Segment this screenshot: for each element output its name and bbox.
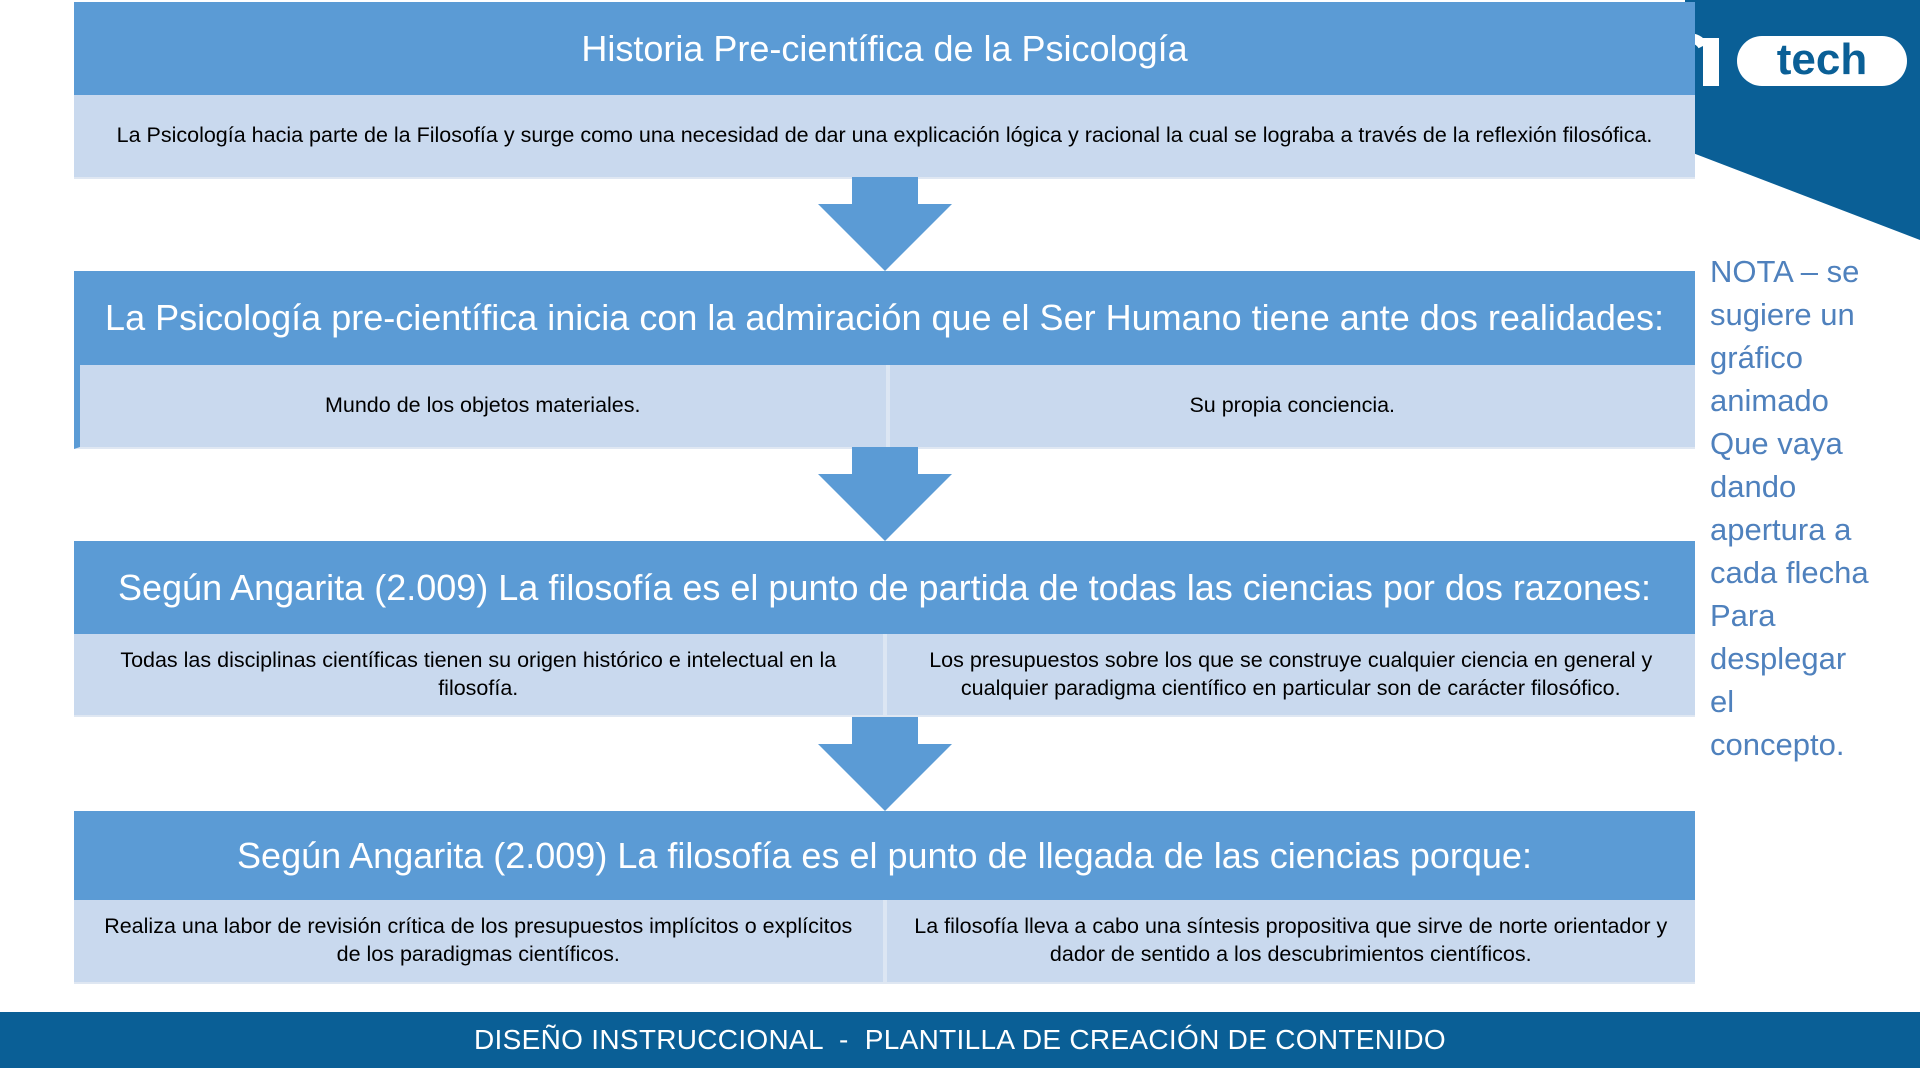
note-line: animado xyxy=(1710,383,1829,418)
step-4-cell-right: La filosofía lleva a cabo una síntesis propositiva que sirve de norte orientador y dador de sentido a los descubrimientos científicos. xyxy=(883,900,1696,982)
step-2-body xyxy=(74,365,1695,449)
arrow-down-icon xyxy=(818,447,952,541)
step-4-body xyxy=(74,900,1695,984)
note-line: Para xyxy=(1710,598,1776,633)
step-2-title: La Psicología pre-científica inicia con la admiración que el Ser Humano tiene ante dos realidades: xyxy=(74,271,1695,365)
note-line: NOTA – se xyxy=(1710,254,1860,289)
note-line: concepto. xyxy=(1710,727,1845,762)
step-3-title: Según Angarita (2.009) La filosofía es el punto de partida de todas las ciencias por dos razones: xyxy=(74,541,1695,634)
note-line: desplegar xyxy=(1710,641,1847,676)
note-line: gráfico xyxy=(1710,340,1804,375)
step-2-block xyxy=(74,271,1695,449)
logo-text: tech xyxy=(1776,35,1868,84)
step-4-cell-left: Realiza una labor de revisión crítica de los presupuestos implícitos o explícitos de los paradigmas científicos. xyxy=(104,914,853,966)
side-note xyxy=(1710,250,1910,766)
step-4-title: Según Angarita (2.009) La filosofía es el punto de llegada de las ciencias porque: xyxy=(74,811,1695,900)
step-2-cell-left: Mundo de los objetos materiales. xyxy=(324,393,641,418)
step-1-title: Historia Pre-científica de la Psicología xyxy=(74,2,1695,95)
note-line: sugiere un xyxy=(1710,297,1855,332)
brand-logo xyxy=(1685,0,1920,240)
footer-bar xyxy=(0,1012,1920,1068)
note-line: apertura a xyxy=(1710,512,1852,547)
note-line: cada flecha xyxy=(1710,555,1869,590)
step-3-cell-left: Todas las disciplinas científicas tienen su origen histórico e intelectual en la filosofía. xyxy=(120,647,837,700)
step-3-body xyxy=(74,634,1695,717)
step-1-body xyxy=(74,95,1695,179)
step-2-cell-right: Su propia conciencia. xyxy=(886,365,1696,447)
step-3-cell-right: Los presupuestos sobre los que se construye cualquier ciencia en general y cualquier paradigma científico en particular son de carácter filosófico. xyxy=(883,634,1696,715)
step-1-block xyxy=(74,2,1695,179)
step-3-block xyxy=(74,541,1695,717)
step-4-block xyxy=(74,811,1695,984)
note-line: Que vaya xyxy=(1710,426,1843,461)
arrow-down-icon xyxy=(818,717,952,811)
footer-text: DISEÑO INSTRUCCIONAL - PLANTILLA DE CREACIÓN DE CONTENIDO xyxy=(474,1024,1446,1055)
step-1-text: La Psicología hacia parte de la Filosofía y surge como una necesidad de dar una explicación lógica y racional la cual se lograba a través de la reflexión filosófica. xyxy=(116,123,1653,148)
arrow-down-icon xyxy=(818,177,952,271)
note-line: dando xyxy=(1710,469,1797,504)
note-line: el xyxy=(1710,684,1735,719)
